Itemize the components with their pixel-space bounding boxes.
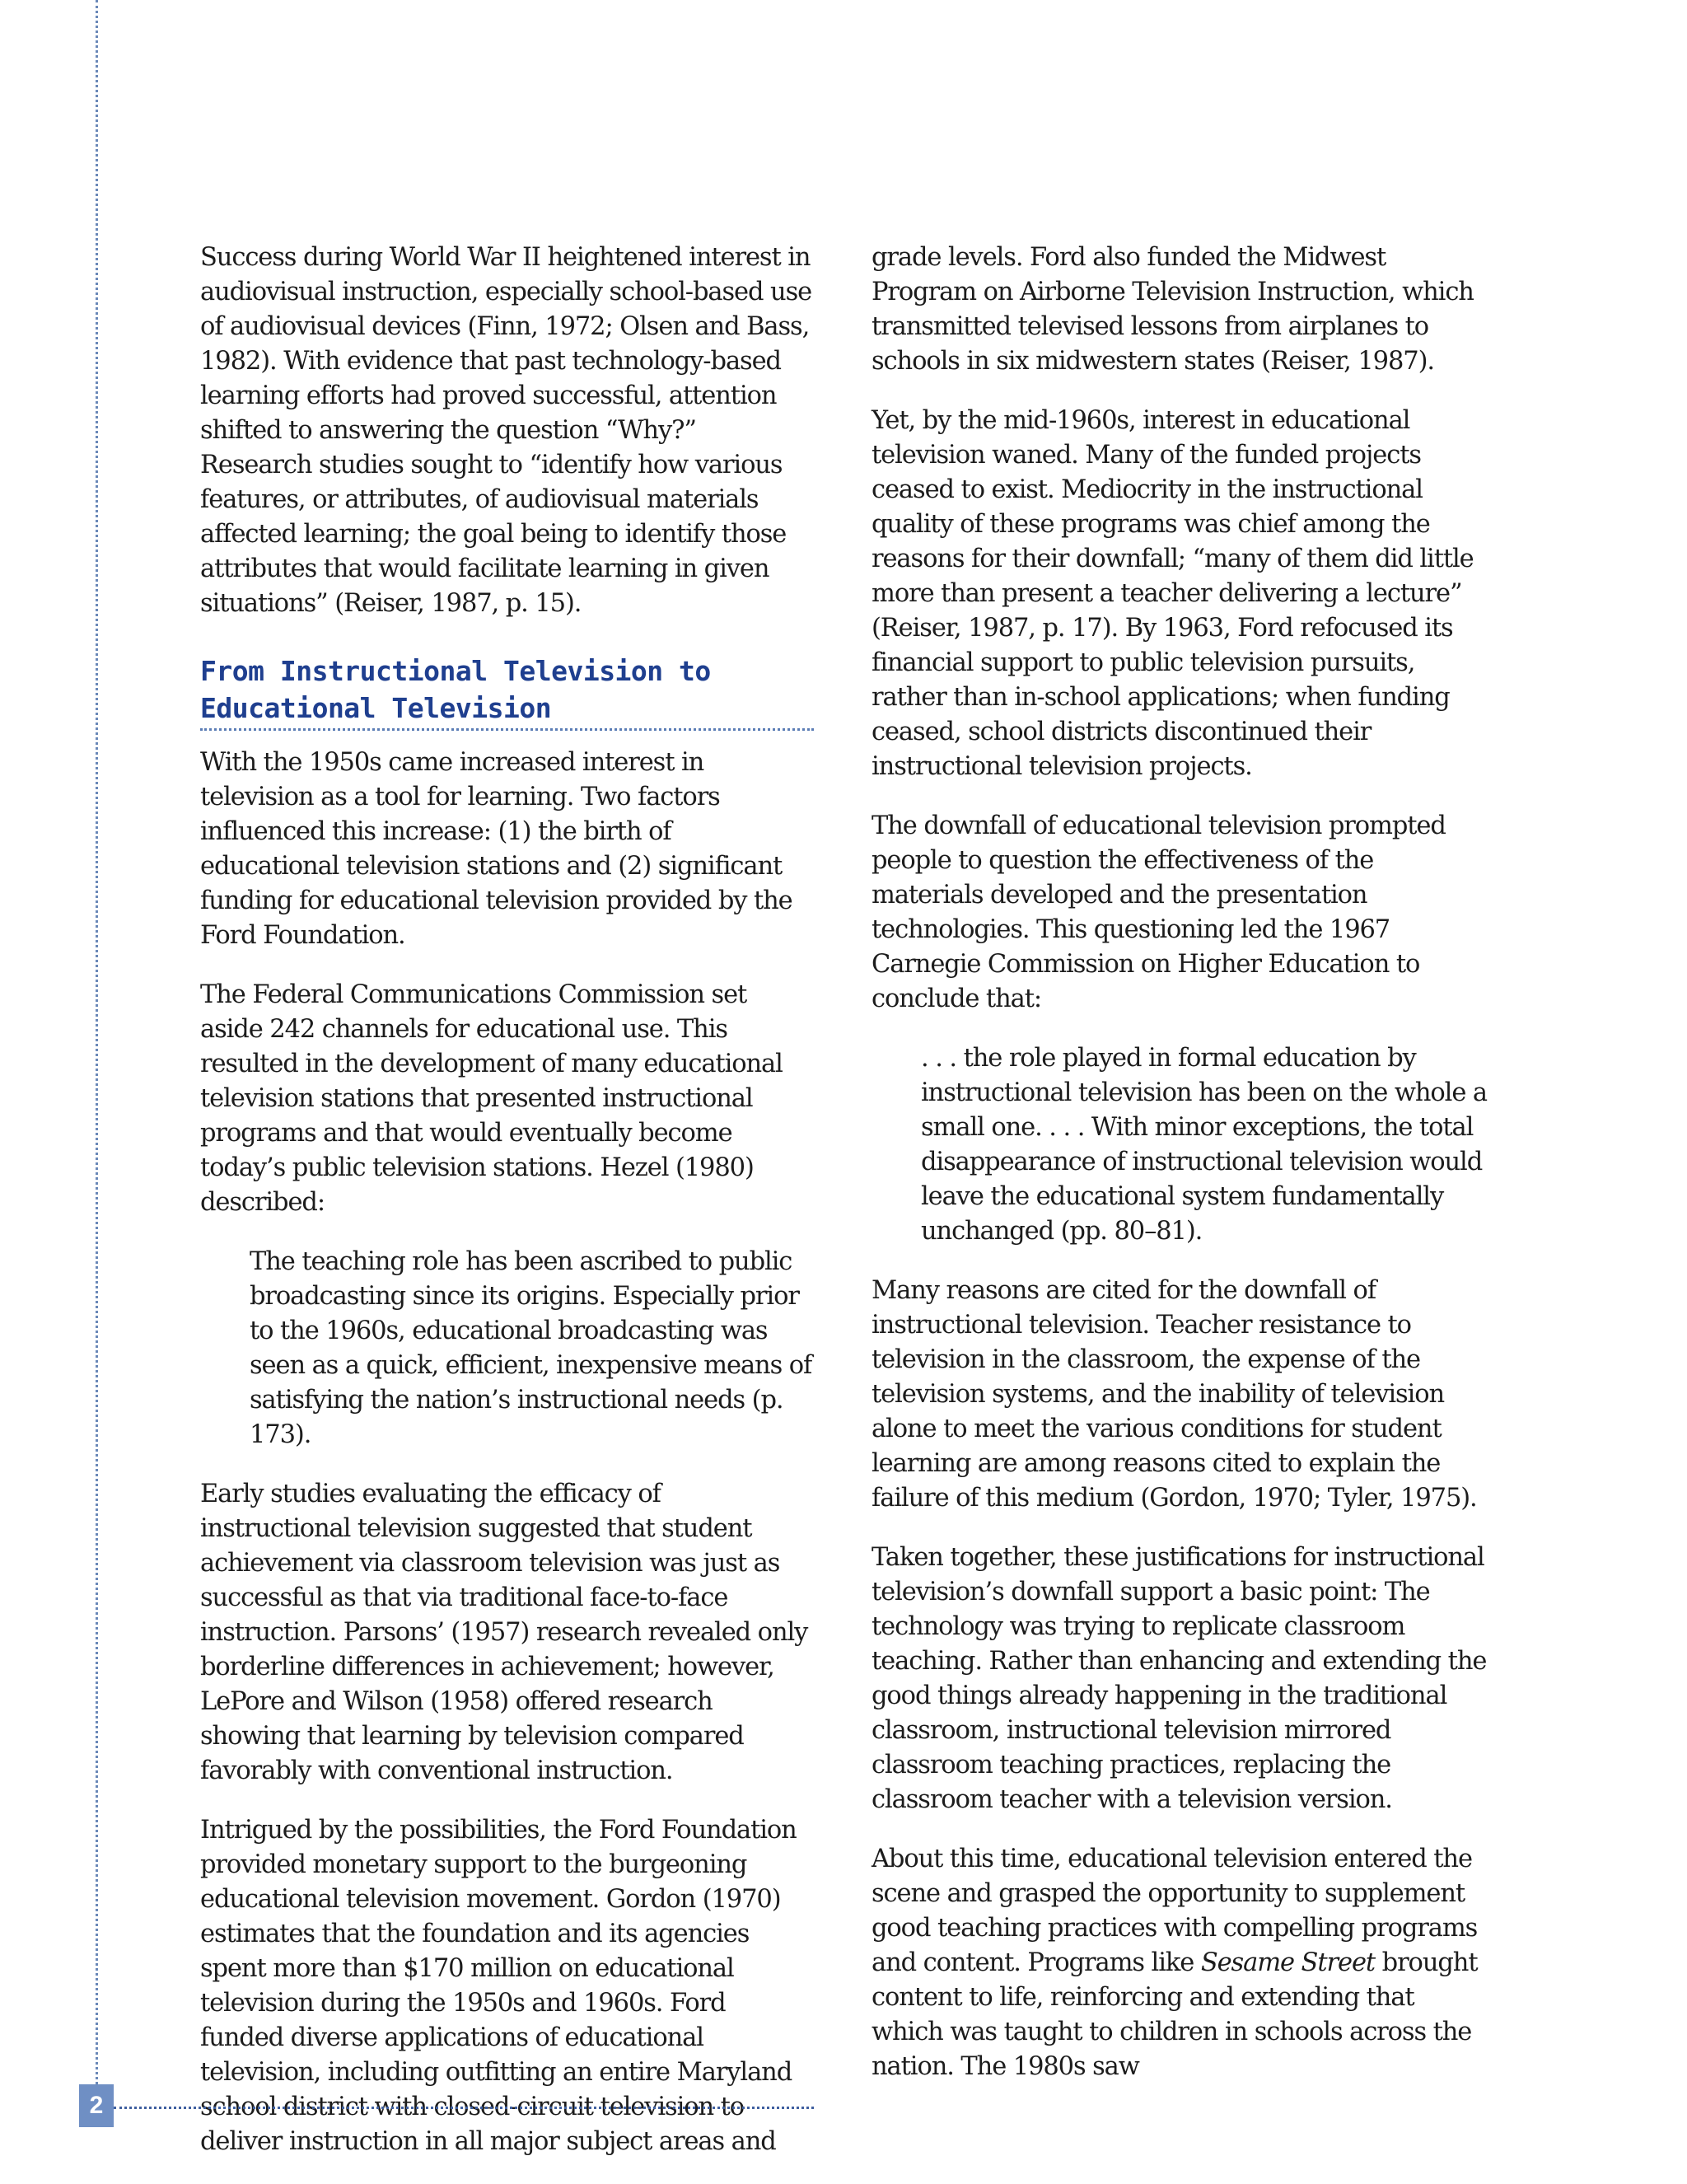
right-paragraph-4: Many reasons are cited for the downfall of instructional television. Teacher resistance to television in the classroom, the expense of the television systems, and the inability of television alone to meet the various conditions for student learning are among reasons cited to explain the failure of this medium (Gordon, 1970; Tyler, 1975). — [872, 1276, 1477, 1513]
left-paragraph-1: Success during World War II heightened interest in audiovisual instruction, especially school-based use of audiovisual devices (Finn, 1972; Olsen and Bass, 1982). With evidence that past technology-based learning efforts had proved successful, attention shifted to answering the question “Why?” Research studies sought to “identify how various features, or attributes, of audiovisual materials affected learning; the goal being to identify those attributes that would facilitate learning in given situations” (Reiser, 1987, p. 15). — [200, 243, 812, 618]
left-paragraph-2: With the 1950s came increased interest in television as a tool for learning. Two factors influenced this increase: (1) the birth of educational television stations and (2) significant funding for educational television provided by the Ford Foundation. — [200, 748, 792, 950]
right-paragraph-6 — [872, 1842, 1489, 2084]
paragraph-6-tail: brought content to life, reinforcing and extending that which was taught to children in schools across the nation. The 1980s saw — [872, 1948, 1478, 2081]
left-paragraph-5: Intrigued by the possibilities, the Ford Foundation provided monetary support to the burgeoning educational television movement. Gordon (1970) estimates that the foundation and its agencies spent more than $170 million on educational television during the 1950s and 1960s. Ford funded diverse applications of educational television, including outfitting an entire Maryland school district with closed-circuit television to deliver instruction in all major subject areas and — [200, 1816, 797, 2156]
left-paragraph-4: Early studies evaluating the efficacy of instructional television suggested that student achievement via classroom television was just as successful as that via traditional face-to-face instruction. Parsons’ (1957) research revealed only borderline differences in achievement; however, LePore and Wilson (1958) offered research showing that learning by television compared favorably with conventional instruction. — [200, 1480, 808, 1785]
page-number: 2 — [79, 2084, 114, 2127]
right-paragraph-5: Taken together, these justifications for instructional television’s downfall support a basic point: The technology was trying to replicate classroom teaching. Rather than enhancing and extending the good things already happening in the traditional classroom, instructional television mirrored classroom teaching practices, replacing the classroom teacher with a television version. — [872, 1543, 1487, 1814]
hezel-block-quote: The teaching role has been ascribed to public broadcasting since its origins. Especially prior to the 1960s, educational broadcasting was seen as a quick, efficient, inexpensive means of satisfying the nation’s instructional needs (p. 173). — [250, 1247, 812, 1449]
left-column — [200, 241, 814, 2184]
left-margin-rule — [96, 0, 98, 2089]
right-paragraph-2: Yet, by the mid-1960s, interest in educational television waned. Many of the funded projects ceased to exist. Mediocrity in the instructional quality of these programs was chief among the reasons for their downfall; “many of them did little more than present a teacher delivering a lecture” (Reiser, 1987, p. 17). By 1963, Ford refocused its financial support to public television pursuits, rather than in-school applications; when funding ceased, school districts discontinued their instructional television projects. — [872, 406, 1474, 781]
right-paragraph-3: The downfall of educational television prompted people to question the effectiveness of the materials developed and the presentation technologies. This questioning led the 1967 Carnegie Commission on Higher Education to conclude that: — [872, 811, 1446, 1013]
left-paragraph-3: The Federal Communications Commission set aside 242 channels for educational use. This resulted in the development of many educational television stations that presented instructional programs and that would eventually become today’s public television stations. Hezel (1980) described: — [200, 980, 783, 1217]
section-heading: From Instructional Television to Educational Television — [200, 652, 814, 731]
right-column — [872, 241, 1489, 2109]
paragraph-6-lead: About this time, educational television entered the scene and grasped the opportunity to supplement good teaching practices with compelling programs and content. Programs like — [872, 1845, 1478, 1977]
carnegie-block-quote: . . . the role played in formal education by instructional television has been on the whole a small one. . . . With minor exceptions, the total disappearance of instructional television would leave the educational system fundamentally unchanged (pp. 80–81). — [921, 1044, 1487, 1246]
footer-rule — [114, 2107, 814, 2109]
sesame-street-title: Sesame Street — [1200, 1948, 1376, 1977]
right-paragraph-1: grade levels. Ford also funded the Midwest Program on Airborne Television Instruction, which transmitted televised lessons from airplanes to schools in six midwestern states (Reiser, 1987). — [872, 243, 1474, 376]
